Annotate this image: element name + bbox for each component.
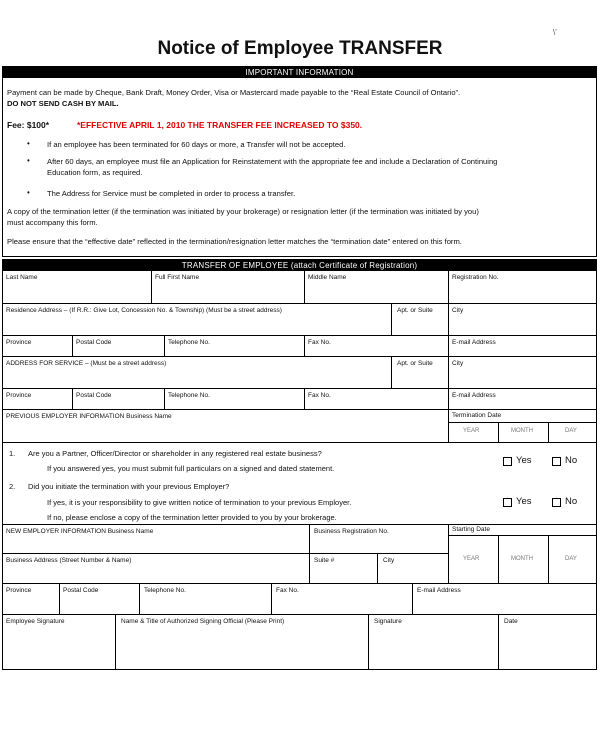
- termination-date-header: [449, 410, 596, 423]
- bullet-reinstatement-a: After 60 days, an employee must file an Application for Reinstatement with the appropriate fee and include a Declaration of Continuing: [47, 157, 498, 166]
- q2-yes-checkbox[interactable]: [503, 498, 512, 507]
- last-name-label: Last Name: [6, 274, 38, 281]
- important-information-header: IMPORTANT INFORMATION: [3, 67, 596, 78]
- fee-label: Fee: $100*: [7, 120, 50, 130]
- first-name-field[interactable]: [152, 271, 305, 304]
- city-label: City: [452, 307, 464, 314]
- effective-date-note: Please ensure that the “effective date” reflected in the termination/resignation letter matches the “termination date” entered on this form.: [7, 237, 462, 246]
- termination-year-field[interactable]: [449, 423, 499, 443]
- employee-signature-label: Employee Signature: [6, 618, 65, 625]
- q1-no-label: No: [565, 455, 578, 466]
- important-information-box: [2, 66, 597, 257]
- day-label: DAY: [565, 428, 577, 434]
- payment-text: Payment can be made by Cheque, Bank Draft, Money Order, Visa or Mastercard made payable to the “Real Estate Council of Ontario”.: [7, 88, 461, 97]
- service-city-field[interactable]: [449, 357, 596, 389]
- first-name-label: Full First Name: [155, 274, 200, 281]
- apt-suite-field[interactable]: [392, 304, 449, 336]
- service-email-field[interactable]: [449, 389, 596, 410]
- telephone-label: Telephone No.: [144, 587, 186, 594]
- new-employer-label: NEW EMPLOYER INFORMATION Business Name: [6, 528, 154, 535]
- service-address-label: ADDRESS FOR SERVICE – (Must be a street address): [6, 360, 167, 367]
- fax-field[interactable]: [305, 336, 449, 357]
- authorized-official-label: Name & Title of Authorized Signing Official (Please Print): [121, 618, 285, 625]
- apt-suite-label: Apt. or Suite: [397, 360, 433, 367]
- fax-label: Fax No.: [308, 392, 331, 399]
- employee-signature-field[interactable]: [3, 615, 116, 669]
- province-label: Province: [6, 339, 32, 346]
- year-label: YEAR: [463, 556, 480, 562]
- postal-code-label: Postal Code: [63, 587, 99, 594]
- q2-no-checkbox[interactable]: [552, 498, 561, 507]
- last-name-field[interactable]: [3, 271, 152, 304]
- postal-code-field[interactable]: [73, 336, 165, 357]
- province-field[interactable]: [3, 336, 73, 357]
- bullet-terminated: If an employee has been terminated for 60 days or more, a Transfer will not be accepted.: [47, 140, 346, 149]
- business-address-field[interactable]: [3, 554, 310, 584]
- city-label: City: [452, 360, 464, 367]
- signature-label: Signature: [374, 618, 402, 625]
- business-registration-label: Business Registration No.: [314, 528, 389, 535]
- termination-month-field[interactable]: [499, 423, 549, 443]
- new-employer-field[interactable]: [3, 525, 310, 554]
- date-label: Date: [504, 618, 518, 625]
- month-label: MONTH: [511, 428, 533, 434]
- question-1-number: 1.: [9, 449, 16, 458]
- service-postal-code-field[interactable]: [73, 389, 165, 410]
- corner-mark: \': [553, 28, 557, 37]
- starting-date-label: Starting Date: [452, 526, 490, 533]
- employer-fax-field[interactable]: [272, 584, 413, 615]
- starting-date-header: [449, 525, 596, 536]
- q1-yes-checkbox[interactable]: [503, 457, 512, 466]
- employer-postal-code-field[interactable]: [60, 584, 140, 615]
- province-label: Province: [6, 392, 32, 399]
- signature-field[interactable]: [369, 615, 499, 669]
- business-address-label: Business Address (Street Number & Name): [6, 557, 132, 564]
- starting-month-field[interactable]: [499, 536, 549, 584]
- business-city-field[interactable]: [378, 554, 449, 584]
- q2-no-label: No: [565, 496, 578, 507]
- employer-email-field[interactable]: [413, 584, 596, 615]
- city-label: City: [383, 557, 395, 564]
- transfer-form: [2, 259, 597, 670]
- starting-day-field[interactable]: [549, 536, 596, 584]
- email-label: E-mail Address: [417, 587, 461, 594]
- question-2-subtext-yes: If yes, it is your responsibility to give written notice of termination to your previous Employer.: [47, 498, 352, 507]
- bullet-reinstatement-b: Education form, as required.: [47, 168, 143, 177]
- telephone-label: Telephone No.: [168, 339, 210, 346]
- suite-field[interactable]: [310, 554, 378, 584]
- copy-letter-a: A copy of the termination letter (if the termination was initiated by your brokerage) or resignation letter (if the termination was initiated by you): [7, 207, 479, 216]
- service-apt-suite-field[interactable]: [392, 357, 449, 389]
- employer-telephone-field[interactable]: [140, 584, 272, 615]
- q1-no-checkbox[interactable]: [552, 457, 561, 466]
- middle-name-label: Middle Name: [308, 274, 347, 281]
- telephone-field[interactable]: [165, 336, 305, 357]
- bullet-icon: •: [27, 156, 30, 165]
- termination-date-label: Termination Date: [452, 412, 502, 419]
- termination-day-field[interactable]: [549, 423, 596, 443]
- postal-code-label: Postal Code: [76, 339, 112, 346]
- registration-no-field[interactable]: [449, 271, 596, 304]
- residence-address-field[interactable]: [3, 304, 392, 336]
- q1-yes-label: Yes: [516, 455, 532, 466]
- previous-employer-field[interactable]: [3, 410, 449, 443]
- question-1-text: Are you a Partner, Officer/Director or shareholder in any registered real estate business?: [28, 449, 322, 458]
- no-cash-text: DO NOT SEND CASH BY MAIL.: [7, 99, 119, 108]
- telephone-label: Telephone No.: [168, 392, 210, 399]
- residence-address-label: Residence Address – (If R.R.: Give Lot, Concession No. & Township) (Must be a street address): [6, 307, 282, 314]
- bullet-address-service: The Address for Service must be completed in order to process a transfer.: [47, 189, 296, 198]
- suite-label: Suite #: [314, 557, 335, 564]
- service-province-field[interactable]: [3, 389, 73, 410]
- year-label: YEAR: [463, 428, 480, 434]
- employer-province-field[interactable]: [3, 584, 60, 615]
- apt-suite-label: Apt. or Suite: [397, 307, 433, 314]
- authorized-official-field[interactable]: [116, 615, 369, 669]
- service-telephone-field[interactable]: [165, 389, 305, 410]
- question-1-subtext: If you answered yes, you must submit full particulars on a signed and dated statement.: [47, 464, 335, 473]
- service-address-field[interactable]: [3, 357, 392, 389]
- business-registration-field[interactable]: [310, 525, 449, 554]
- bullet-icon: •: [27, 188, 30, 197]
- service-fax-field[interactable]: [305, 389, 449, 410]
- question-2-text: Did you initiate the termination with your previous Employer?: [28, 482, 230, 491]
- fax-label: Fax No.: [308, 339, 331, 346]
- middle-name-field[interactable]: [305, 271, 449, 304]
- province-label: Province: [6, 587, 32, 594]
- email-label: E-mail Address: [452, 392, 496, 399]
- email-label: E-mail Address: [452, 339, 496, 346]
- starting-year-field[interactable]: [449, 536, 499, 584]
- bullet-icon: •: [27, 139, 30, 148]
- copy-letter-b: must accompany this form.: [7, 218, 98, 227]
- transfer-header: TRANSFER OF EMPLOYEE (attach Certificate of Registration): [3, 260, 596, 271]
- date-field[interactable]: [499, 615, 596, 669]
- email-field[interactable]: [449, 336, 596, 357]
- fax-label: Fax No.: [276, 587, 299, 594]
- question-2-subtext-no: If no, please enclose a copy of the termination letter provided to you by your brokerage.: [47, 513, 337, 522]
- form-title: Notice of Employee TRANSFER: [157, 38, 443, 59]
- fee-increase-note: *EFFECTIVE APRIL 1, 2010 THE TRANSFER FEE INCREASED TO $350.: [77, 120, 363, 130]
- registration-no-label: Registration No.: [452, 274, 499, 281]
- previous-employer-label: PREVIOUS EMPLOYER INFORMATION Business Name: [6, 413, 172, 420]
- q2-yes-label: Yes: [516, 496, 532, 507]
- city-field[interactable]: [449, 304, 596, 336]
- month-label: MONTH: [511, 556, 533, 562]
- question-2-number: 2.: [9, 482, 16, 491]
- day-label: DAY: [565, 556, 577, 562]
- postal-code-label: Postal Code: [76, 392, 112, 399]
